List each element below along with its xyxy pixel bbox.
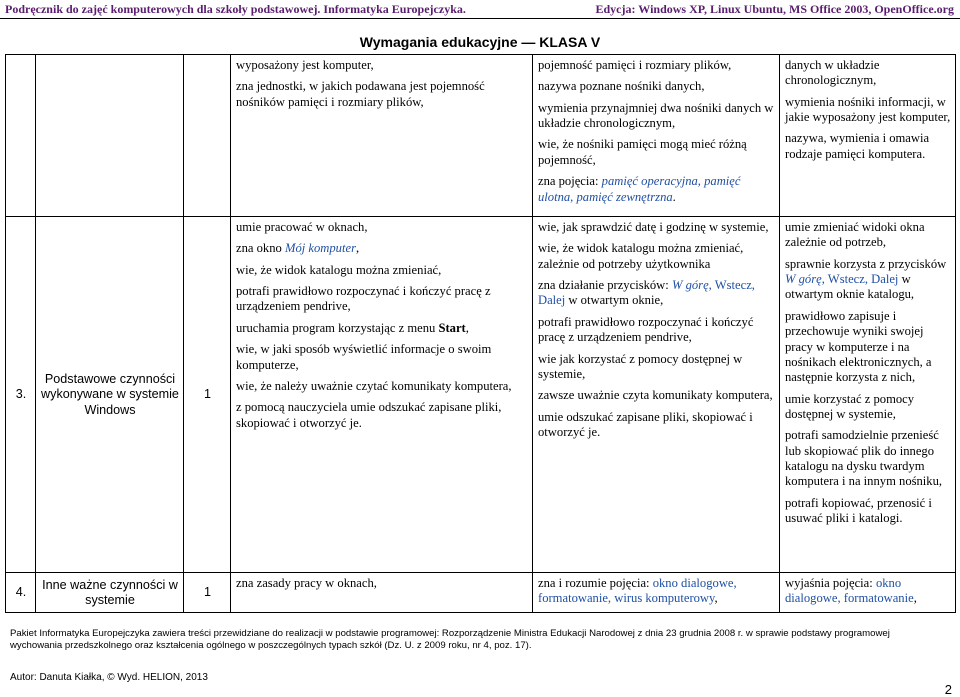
term-link: , Wstecz, Dalej <box>821 272 899 287</box>
req-cell-basic: wyposażony jest komputer, zna jednostki, w jakich podawana jest pojemność nośników pamięci i rozmiary plików, <box>231 55 533 217</box>
page-number: 2 <box>944 682 952 697</box>
term-link: Mój komputer <box>284 241 356 256</box>
page-title: Wymagania edukacyjne — KLASA V <box>359 34 601 50</box>
header-edition-label: Edycja: <box>595 2 636 16</box>
term-link: okno dialogowe, formatowanie <box>785 576 914 606</box>
header-divider <box>0 18 960 19</box>
req-cell-extended: wie, jak sprawdzić datę i godzinę w systemie, wie, że widok katalogu można zmieniać, zależnie od potrzeby użytkownika zna działanie przycisków: W górę, Wstecz, Dalej w otwartym oknie, potrafi prawidłowo rozpoczynać i kończyć pracę z urządzeniem pendrive, wie jak korzystać z pomocy dostępnej w systemie, zawsze uważnie czyta komunikaty komputera, umie odszukać zapisane pliki, skopiować i otworzyć je. <box>533 217 780 573</box>
req-cell-extended: pojemność pamięci i rozmiary plików, nazywa poznane nośniki danych, wymienia przynajmniej dwa nośniki danych w układzie chronologicznym, wie, że nośniki pamięci mogą mieć różną pojemność, zna pojęcia: pamięć operacyjna, pamięć ulotna, pamięć zewnętrzna. <box>533 55 780 217</box>
requirements-table <box>5 54 956 613</box>
hours-cell: 1 <box>184 217 231 573</box>
term-link: W górę <box>785 272 822 287</box>
hours-cell: 1 <box>184 573 231 613</box>
topic-cell: Podstawowe czynności wykonywane w systemie Windows <box>36 217 184 573</box>
req-cell-basic: umie pracować w oknach, zna okno Mój komputer, wie, że widok katalogu można zmieniać, potrafi prawidłowo rozpoczynać i kończyć pracę z urządzeniem pendrive, uruchamia program korzystając z menu Start, wie, w jaki sposób wyświetlić informacje o swoim komputerze, wie, że należy uważnie czytać komunikaty komputera, z pomocą nauczyciela umie odszukać zapisane pliki, skopiować i otworzyć je. <box>231 217 533 573</box>
term-link: okno dialogowe, formatowanie, wirus komputerowy <box>538 576 737 606</box>
table-row <box>6 55 956 217</box>
table-row <box>6 217 956 573</box>
header-book-title: Podręcznik do zajęć komputerowych dla szkoły podstawowej. Informatyka Europejczyka. <box>5 2 466 16</box>
req-cell-extended: zna i rozumie pojęcia: okno dialogowe, formatowanie, wirus komputerowy, <box>533 573 780 613</box>
term-link: , Wstecz, Dalej <box>538 278 755 308</box>
header-edition-text: Windows XP, Linux Ubuntu, MS Office 2003, OpenOffice.org <box>638 2 954 16</box>
req-cell-advanced: umie zmieniać widoki okna zależnie od potrzeb, sprawnie korzysta z przycisków W górę, Wstecz, Dalej w otwartym oknie katalogu, prawidłowo zapisuje i przechowuje wyniki swojej pracy w komputerze i na nośnikach elektronicznych, a następnie korzysta z nich, umie korzystać z pomocy dostępnej w systemie, potrafi samodzielnie przenieść lub skopiować plik do innego katalogu na dysku twardym komputera i na innym nośniku, potrafi kopiować, przenosić i usuwać pliki i katalogi. <box>780 217 956 573</box>
footer-author: Autor: Danuta Kiałka, © Wyd. HELION, 2013 <box>10 672 208 683</box>
req-cell-advanced: wyjaśnia pojęcia: okno dialogowe, formatowanie, <box>780 573 956 613</box>
req-cell-basic: zna zasady pracy w oknach, <box>231 573 533 613</box>
term-bold: Start <box>438 320 466 335</box>
row-number: 4. <box>6 573 36 613</box>
footer-note: Pakiet Informatyka Europejczyka zawiera treści przewidziane do realizacji w podstawie programowej: Rozporządzenie Ministra Edukacji Narodowej z dnia 23 grudnia 2008 r. w sprawie podstawy programowej wychowania przedszkolnego oraz kształcenia ogólnego w poszczególnych typach szkół (Dz. U. z 2009 roku, nr 4, poz. 17). <box>10 628 890 652</box>
topic-cell: Inne ważne czynności w systemie <box>36 573 184 613</box>
row-number: 3. <box>6 217 36 573</box>
table-row <box>6 573 956 613</box>
term-link: W górę <box>671 278 709 293</box>
req-cell-advanced: danych w układzie chronologicznym, wymienia nośniki informacji, w jakie wyposażony jest komputer, nazywa, wymienia i omawia rodzaje pamięci komputera. <box>780 55 956 217</box>
term-link: pamięć operacyjna, pamięć ulotna, pamięć zewnętrzna <box>538 174 741 204</box>
header-edition <box>596 2 955 17</box>
